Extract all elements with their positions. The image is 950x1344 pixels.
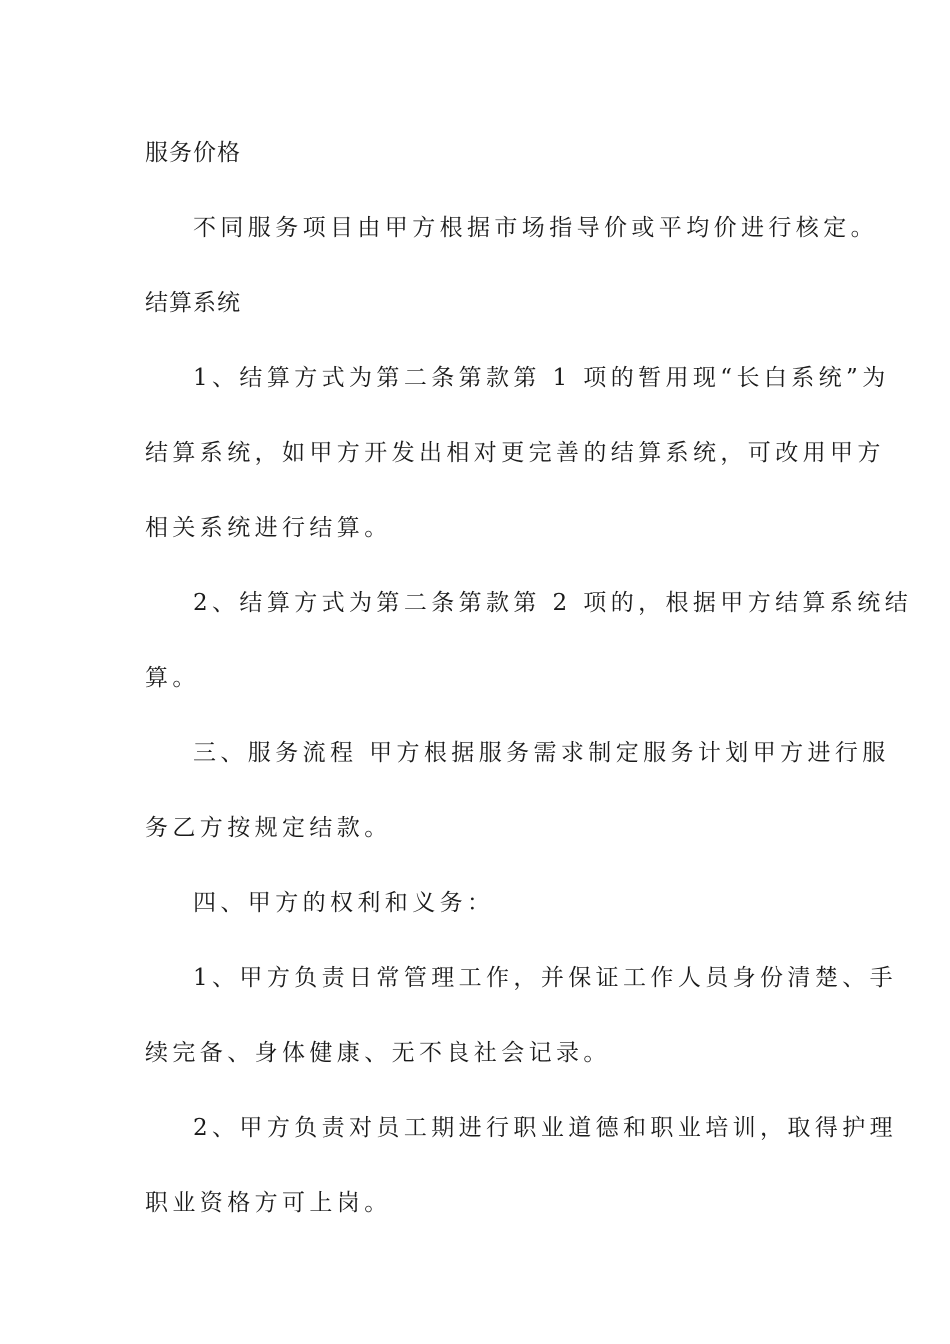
paragraph-line: 续完备、身体健康、无不良社会记录。	[145, 1040, 611, 1066]
paragraph-line: 结算系统，如甲方开发出相对更完善的结算系统，可改用甲方	[145, 440, 885, 466]
paragraph-line: 不同服务项目由甲方根据市场指导价或平均价进行核定。	[193, 215, 878, 241]
paragraph-line: 三、服务流程 甲方根据服务需求制定服务计划甲方进行服	[193, 740, 890, 766]
paragraph-line: 职业资格方可上岗。	[145, 1190, 392, 1216]
paragraph-line: 2、结算方式为第二条第款第 2 项的，根据甲方结算系统结	[193, 590, 913, 616]
section-title-settlement-system: 结算系统	[145, 290, 241, 316]
paragraph-line: 2、甲方负责对员工期进行职业道德和职业培训，取得护理	[193, 1115, 898, 1141]
paragraph-line: 1、结算方式为第二条第款第 1 项的暂用现“长白系统”为	[193, 365, 890, 391]
paragraph-line: 务乙方按规定结款。	[145, 815, 392, 841]
paragraph-line: 算。	[145, 665, 200, 691]
paragraph-line: 1、甲方负责日常管理工作，并保证工作人员身份清楚、手	[193, 965, 898, 991]
section-title-service-price: 服务价格	[145, 140, 241, 166]
section-title-party-a-rights: 四、甲方的权利和义务：	[193, 890, 495, 916]
paragraph-line: 相关系统进行结算。	[145, 515, 392, 541]
